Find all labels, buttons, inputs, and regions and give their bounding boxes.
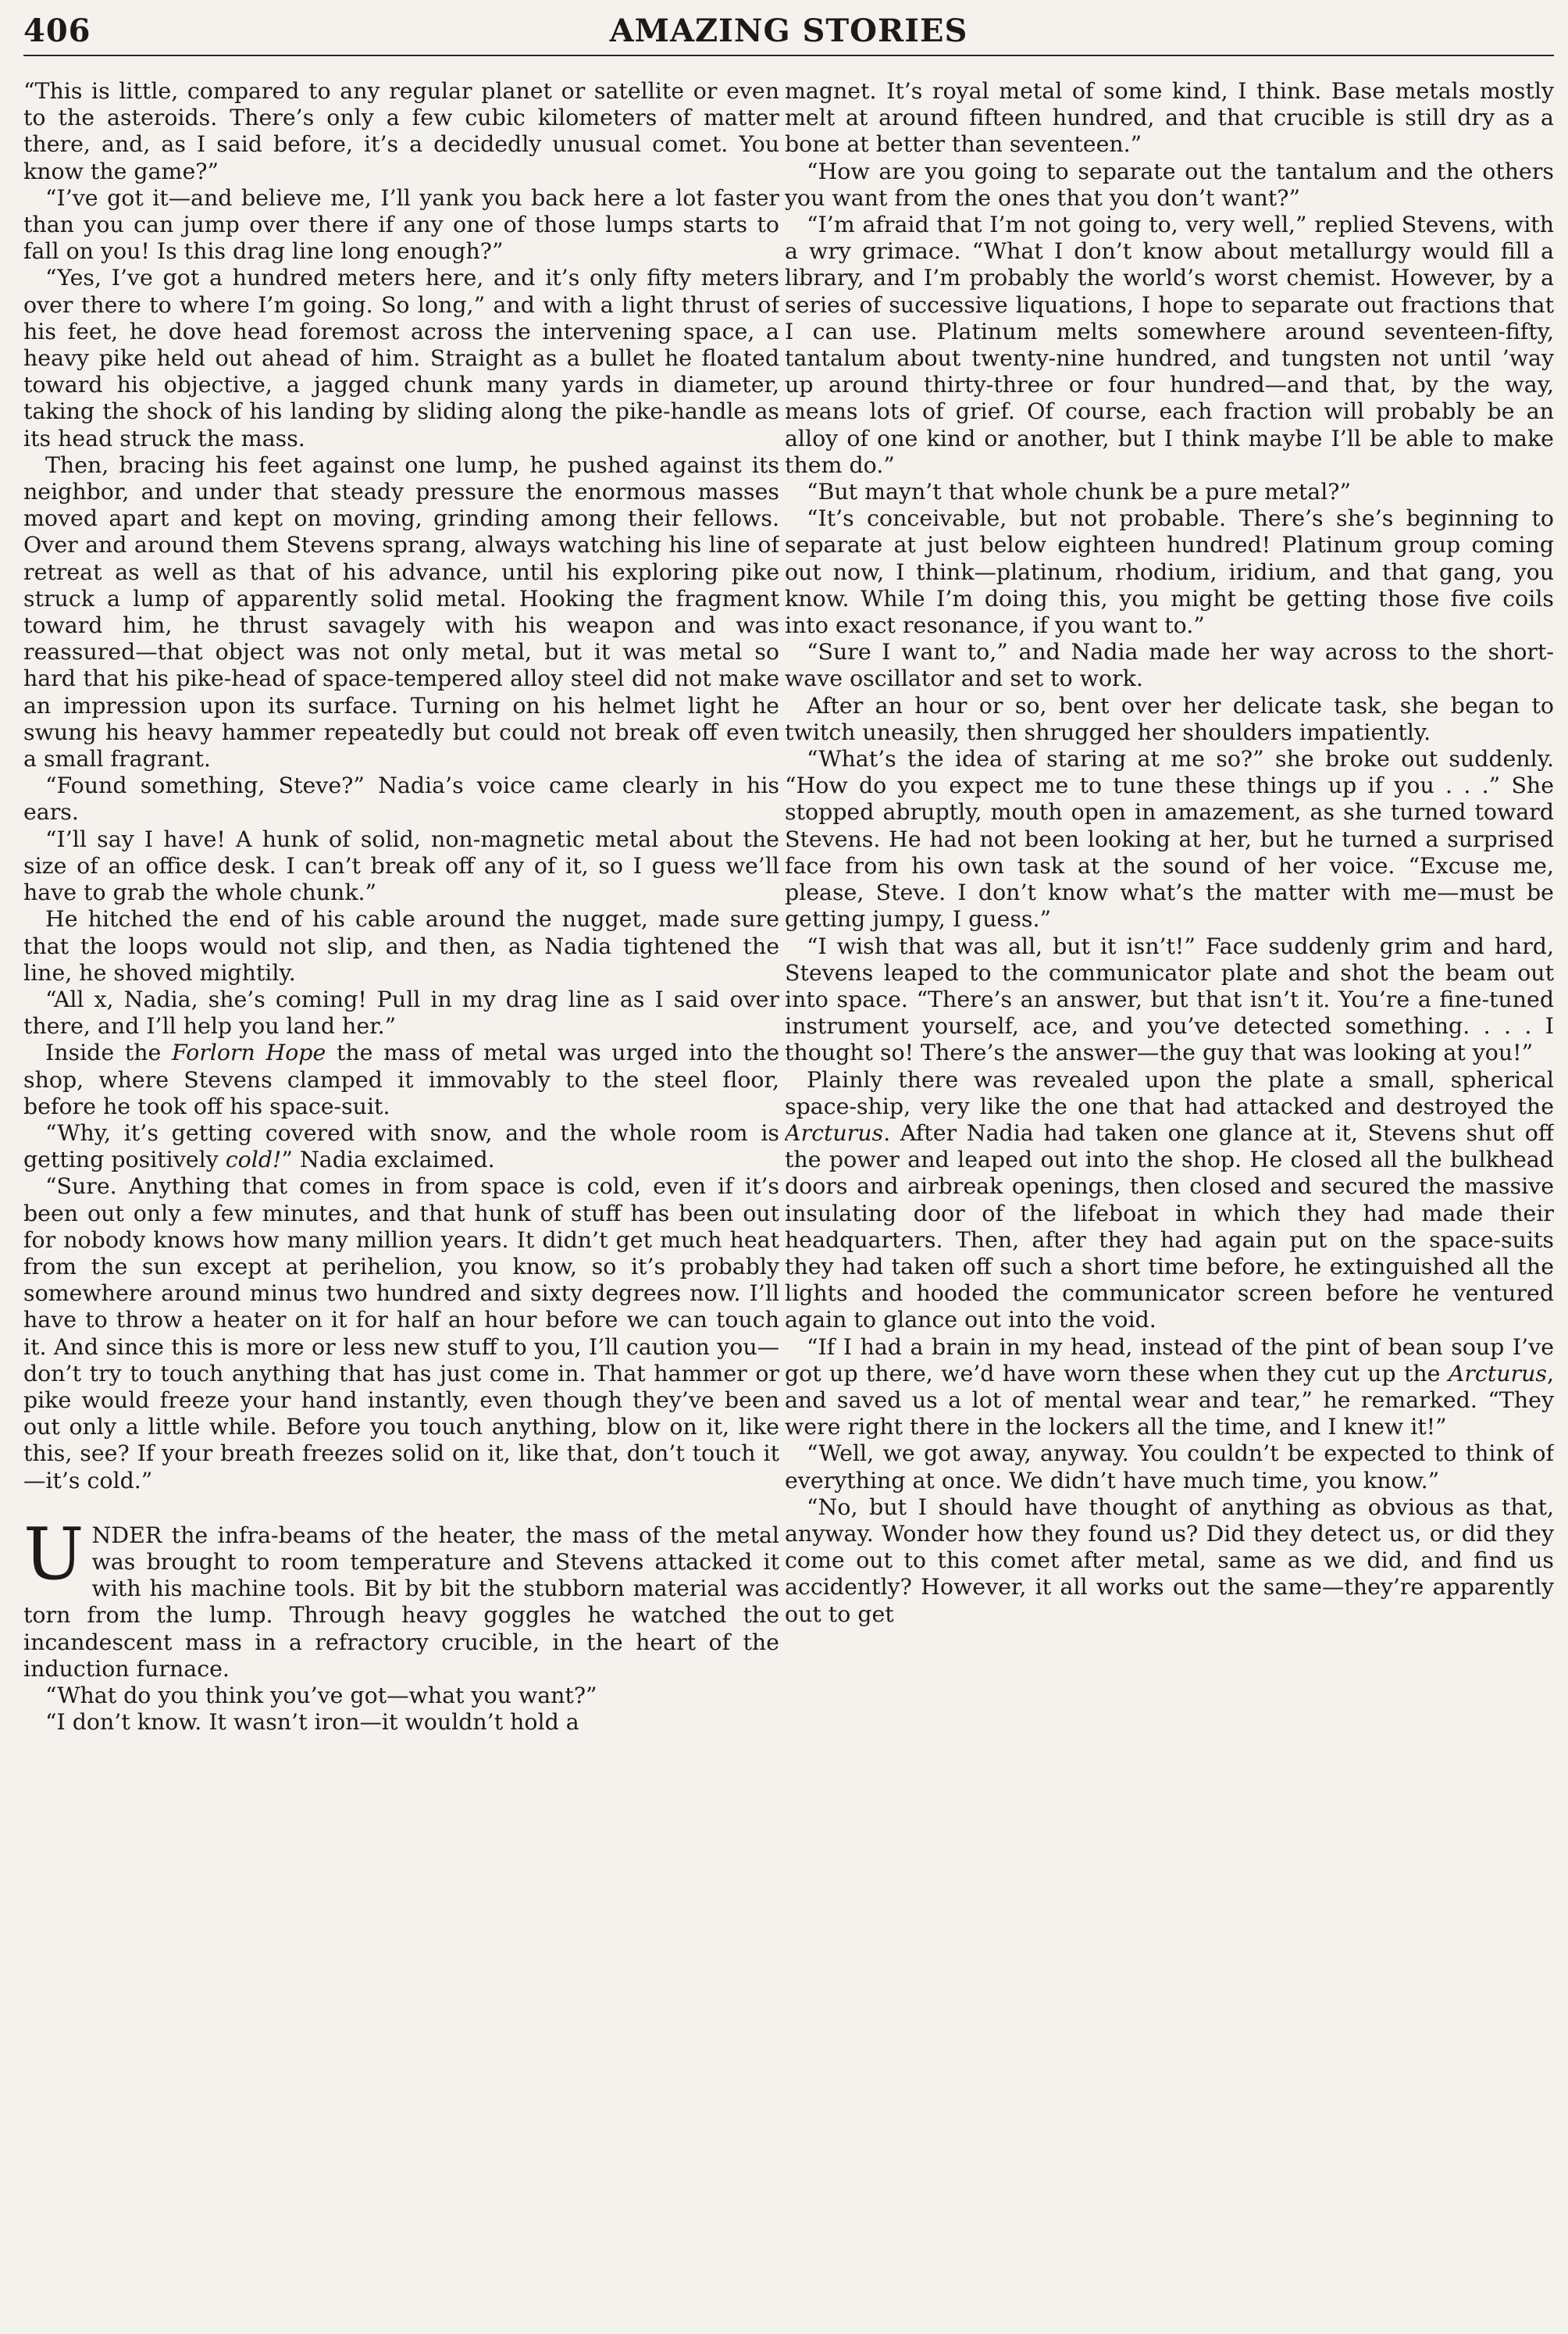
paragraph: “What’s the idea of staring at me so?” she broke out suddenly. “How do you expect me to tune these things up if you . . .” She stopped abruptly, mouth open in amazement, as she turned toward Stevens. He had not been looking at her, but he turned a surprised face from his own task at the sound of her voice. “Excuse me, please, Steve. I don’t know what’s the matter with me—must be getting jumpy, I guess.”	[785, 746, 1554, 933]
paragraph: “I don’t know. It wasn’t iron—it wouldn’t hold a	[45, 1709, 579, 1736]
paragraph: After an hour or so, bent over her delicate task, she began to twitch uneasily, then shrugged her shoulders impatiently.	[785, 692, 1554, 745]
paragraph: “If I had a brain in my head, instead of the pint of bean soup I’ve got up there, we’d have worn these when they cut up the Arcturus, and saved us a lot of mental wear and tear,” he remarked. “They were right there in the lockers all the time, and I knew it!”	[785, 1333, 1554, 1440]
paragraph: “Yes, I’ve got a hundred meters here, and it’s only fifty meters over there to where I’m going. So long,” and with a light thrust of his feet, he dove head foremost across the intervening space, a heavy pike held out ahead of him. Straight as a bullet he floated toward his objective, a jagged chunk many yards in diameter, taking the shock of his landing by sliding along the pike-handle as its head struck the mass.	[23, 265, 779, 451]
paragraph: “I’ll say I have! A hunk of solid, non-magnetic metal about the size of an office desk. I can’t break off any of it, so I guess we’ll have to grab the whole chunk.”	[23, 826, 779, 906]
paragraph: “But mayn’t that whole chunk be a pure metal?”	[807, 479, 1352, 505]
paragraph: “Well, we got away, anyway. You couldn’t be expected to think of everything at once. We didn’t have much time, you know.”	[785, 1440, 1554, 1494]
paragraph: “All x, Nadia, she’s coming! Pull in my drag line as I said over there, and I’ll help you land her.”	[23, 986, 779, 1040]
paragraph: “No, but I should have thought of anything as obvious as that, anyway. Wonder how they found us? Did they detect us, or did they come out to this comet after metal, same as we did, and find us accidently? However, it all works out the same—they’re apparently out to get	[785, 1494, 1554, 1627]
paragraph: “It’s conceivable, but not probable. There’s she’s beginning to separate at just below eighteen hundred! Platinum group coming out now, I think—platinum, rhodium, iridium, and that gang, you know. While I’m doing this, you might be getting those five coils into exact resonance, if you want to.”	[785, 505, 1554, 639]
paragraph: He hitched the end of his cable around the nugget, made sure that the loops would not slip, and then, as Nadia tightened the line, he shoved mightily.	[23, 906, 779, 986]
drop-cap: U	[23, 1511, 84, 1596]
paragraph: “What do you think you’ve got—what you want?”	[45, 1682, 597, 1708]
page-number: 406	[23, 12, 91, 49]
paragraph: “I wish that was all, but it isn’t!” Face suddenly grim and hard, Stevens leaped to the communicator plate and shot the beam out into space. “There’s an answer, but that isn’t it. You’re a fine-tuned instrument yourself, ace, and you’ve detected something. . . . I thought so! There’s the answer—the guy that was looking at you!”	[785, 933, 1554, 1066]
page-header	[23, 11, 1554, 56]
paragraph: magnet. It’s royal metal of some kind, I think. Base metals mostly melt at around fifteen hundred, and that crucible is still dry as a bone at better than seventeen.”	[785, 78, 1554, 158]
paragraph: “Found something, Steve?” Nadia’s voice came clearly in his ears.	[23, 773, 779, 826]
paragraph: Plainly there was revealed upon the plate a small, spherical space-ship, very like the one that had attacked and destroyed the Arcturus. After Nadia had taken one glance at it, Stevens shut off the power and leaped out into the shop. He closed all the bulkhead doors and airbreak openings, then closed and secured the massive insulating door of the lifeboat in which they had made their headquarters. Then, after they had again put on the space-suits they had taken off such a short time before, he extinguished all the lights and hooded the communicator screen before he ventured again to glance out into the void.	[785, 1066, 1554, 1333]
paragraph: Inside the Forlorn Hope the mass of metal was urged into the shop, where Stevens clamped it immovably to the steel floor, before he took off his space-suit.	[23, 1040, 779, 1119]
section-start-text: NDER the infra-beams of the heater, the mass of the metal was brought to room temperature and Stevens attacked it with his machine tools. Bit by bit the stubborn material was torn from the lump. Through heavy goggles he watched the incandescent mass in a refractory crucible, in the heart of the induction furnace.	[23, 1522, 779, 1682]
paragraph: “Why, it’s getting covered with snow, and the whole room is getting positively cold!” Nadia exclaimed.	[23, 1119, 779, 1173]
paragraph: “How are you going to separate out the tantalum and the others you want from the ones that you don’t want?”	[785, 158, 1554, 211]
paragraph: “I’m afraid that I’m not going to, very well,” replied Stevens, with a wry grimace. “What I don’t know about metallurgy would fill a library, and I’m probably the world’s worst chemist. However, by a series of successive liquations, I hope to separate out fractions that I can use. Platinum melts somewhere around seventeen-fifty, tantalum about twenty-nine hundred, and tungsten not until ’way up around thirty-three or four hundred—and that, by the way, means lots of grief. Of course, each fraction will probably be an alloy of one kind or another, but I think maybe I’ll be able to make them do.”	[785, 212, 1554, 478]
paragraph: Then, bracing his feet against one lump, he pushed against its neighbor, and under that steady pressure the enormous masses moved apart and kept on moving, grinding among their fellows. Over and around them Stevens sprang, always watching his line of retreat as well as that of his advance, until his exploring pike struck a lump of apparently solid metal. Hooking the fragment toward him, he thrust savagely with his weapon and was reassured—that object was not only metal, but it was metal so hard that his pike-head of space-tempered alloy steel did not make an impression upon its surface. Turning on his helmet light he swung his heavy hammer repeatedly but could not break off even a small fragrant.	[23, 451, 779, 773]
magazine-title: AMAZING STORIES	[609, 12, 968, 49]
paragraph: “Sure I want to,” and Nadia made her way across to the short-wave oscillator and set to work.	[785, 639, 1554, 692]
paragraph: “I’ve got it—and believe me, I’ll yank you back here a lot faster than you can jump over there if any one of those lumps starts to fall on you! Is this drag line long enough?”	[23, 184, 779, 265]
paragraph: “Sure. Anything that comes in from space is cold, even if it’s been out only a few minutes, and that hunk of stuff has been out for nobody knows how many million years. It didn’t get much heat from the sun except at perihelion, you know, so it’s probably somewhere around minus two hundred and sixty degrees now. I’ll have to throw a heater on it for half an hour before we can touch it. And since this is more or less new stuff to you, I’ll caution you—don’t try to touch anything that has just come in. That hammer or pike would freeze your hand instantly, even though they’ve been out only a little while. Before you touch anything, blow on it, like this, see? If your breath freezes solid on it, like that, don’t touch it—it’s cold.”	[23, 1173, 779, 1494]
paragraph: “This is little, compared to any regular planet or satellite or even to the asteroids. There’s only a few cubic kilometers of matter there, and, as I said before, it’s a decidedly unusual comet. You know the game?”	[23, 78, 779, 184]
left-column	[23, 78, 779, 2312]
section-start-paragraph	[23, 1511, 779, 1683]
text-columns	[23, 78, 1554, 2312]
right-column	[785, 78, 1554, 2312]
